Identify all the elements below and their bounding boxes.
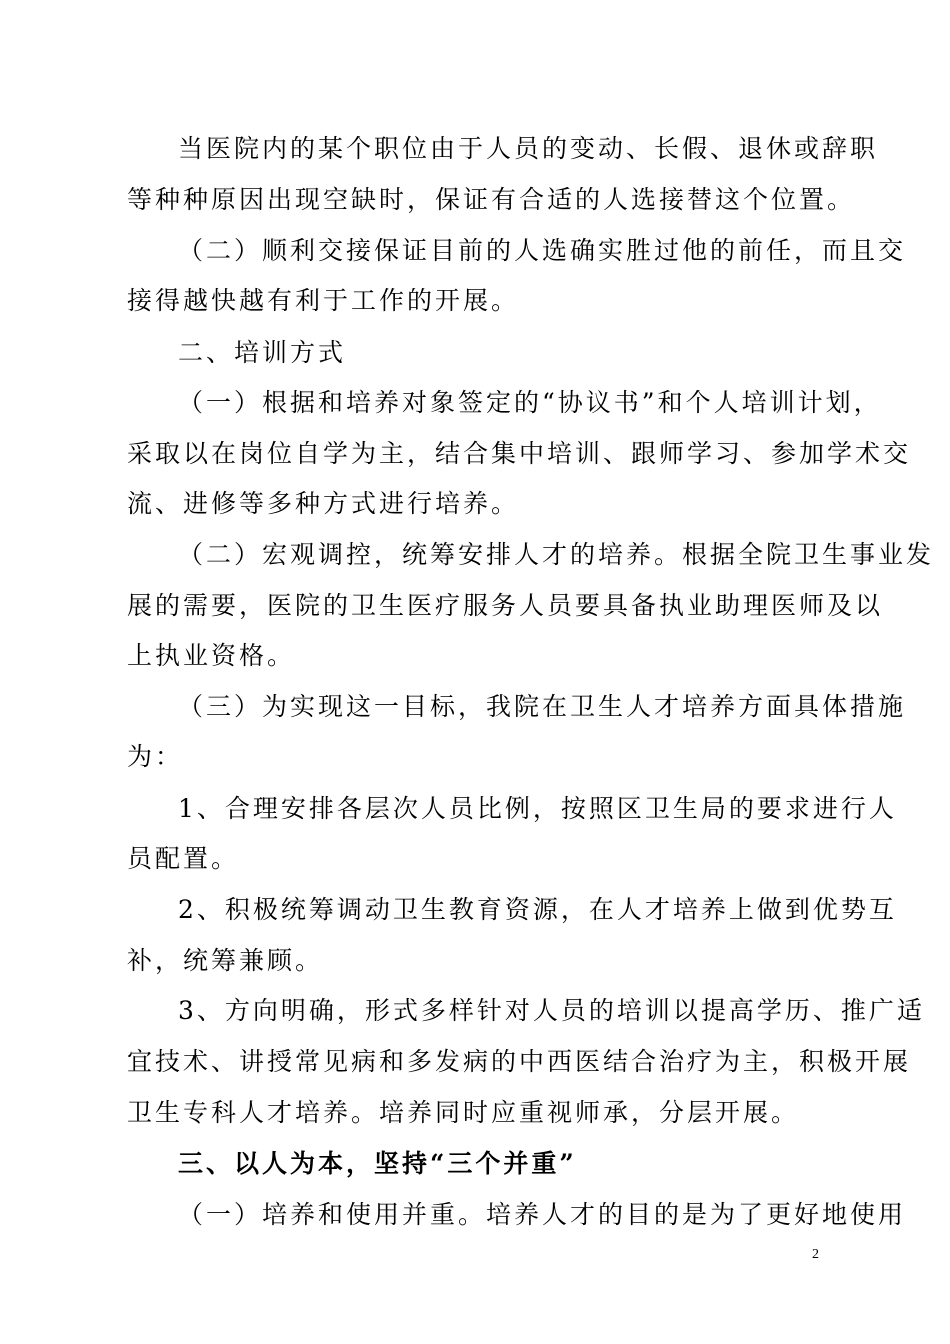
text-line: 1、合理安排各层次人员比例，按照区卫生局的要求进行人 [178,794,897,823]
text-line: 3、方向明确，形式多样针对人员的培训以提高学历、推广适 [178,996,925,1025]
text-line: （二）顺利交接保证目前的人选确实胜过他的前任，而且交 [178,236,907,265]
text-line: （一）培养和使用并重。培养人才的目的是为了更好地使用 [178,1200,907,1229]
text-line: 流、进修等多种方式进行培养。 [127,489,520,518]
text-line: （一）根据和培养对象签定的“协议书”和个人培训计划， [178,388,882,417]
text-line: 接得越快越有利于工作的开展。 [127,286,520,315]
text-line: （三）为实现这一目标，我院在卫生人才培养方面具体措施 [178,692,907,721]
text-line: 卫生专科人才培养。培养同时应重视师承，分层开展。 [127,1098,800,1127]
text-line: 等种种原因出现空缺时，保证有合适的人选接替这个位置。 [127,185,856,214]
text-line: 员配置。 [127,844,240,873]
page-number: 2 [812,1247,819,1262]
section-heading: 三、以人为本，坚持“三个并重” [178,1149,577,1178]
text-line: 当医院内的某个职位由于人员的变动、长假、退休或辞职 [178,134,879,163]
text-line: 为： [127,742,184,771]
text-line: 展的需要，医院的卫生医疗服务人员要具备执业助理医师及以 [127,591,884,620]
text-line: 宜技术、讲授常见病和多发病的中西医结合治疗为主，积极开展 [127,1047,912,1076]
text-line: 上执业资格。 [127,641,296,670]
text-line: （二）宏观调控，统筹安排人才的培养。根据全院卫生事业发 [178,540,935,569]
text-line: 2、积极统筹调动卫生教育资源，在人才培养上做到优势互 [178,895,897,924]
text-line: 补，统筹兼顾。 [127,946,324,975]
text-line: 采取以在岗位自学为主，结合集中培训、跟师学习、参加学术交 [127,439,912,468]
section-heading: 二、培训方式 [178,338,347,367]
